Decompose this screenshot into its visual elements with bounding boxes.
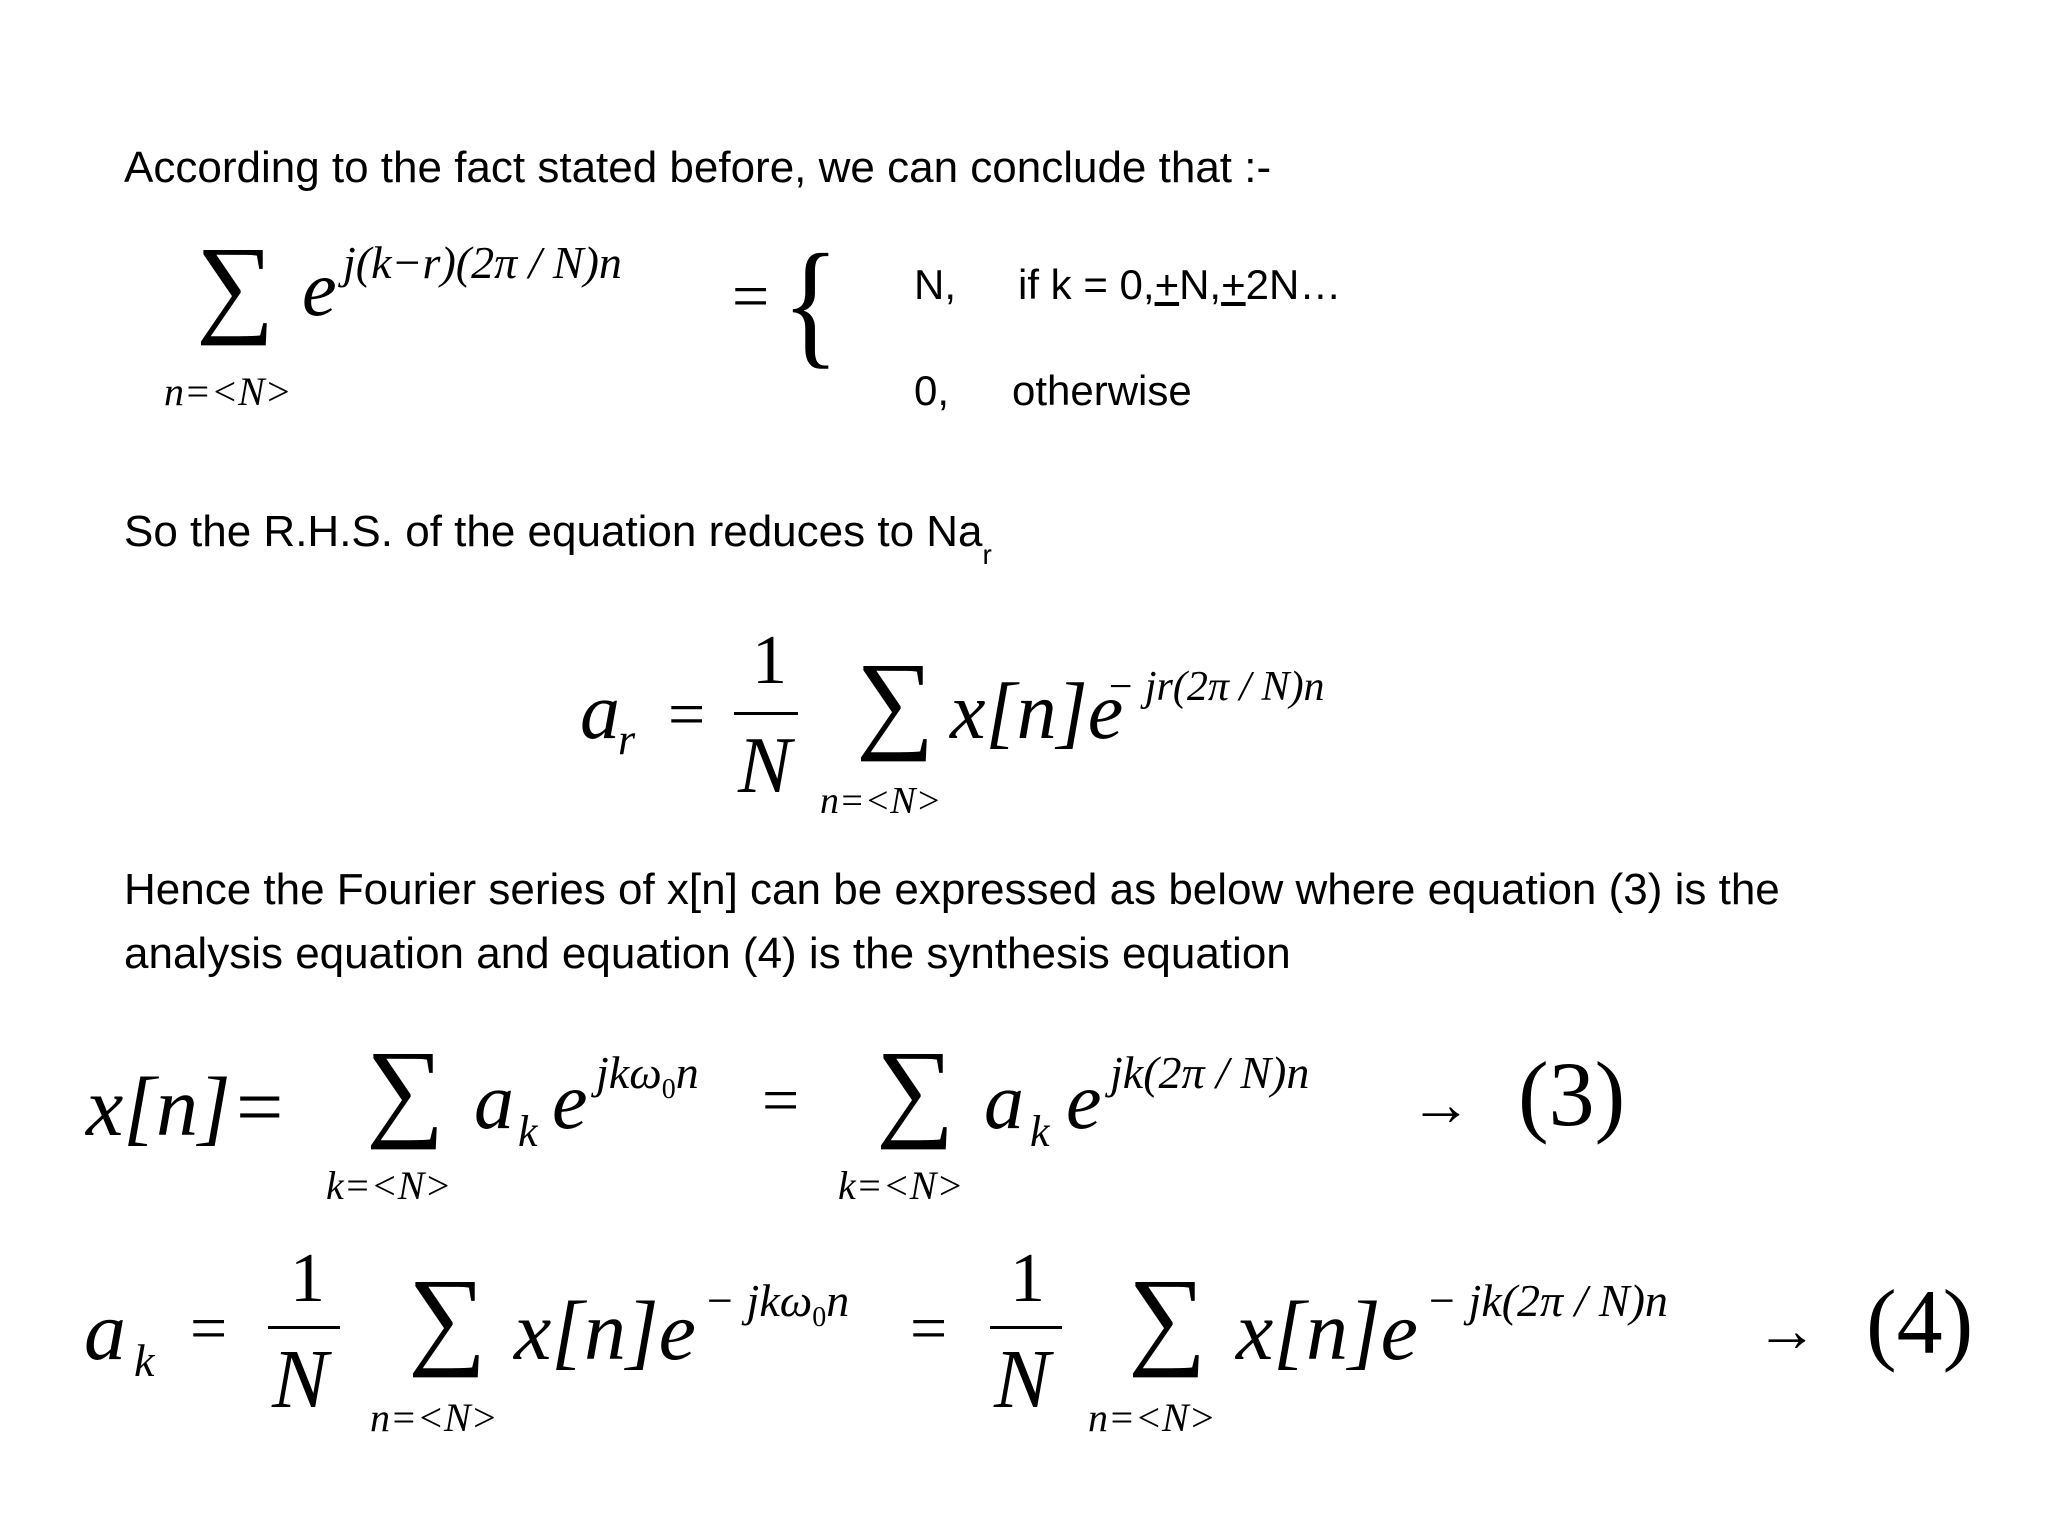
eq4-limit2: n=<N> [1088,1395,1216,1440]
exponent: j(k−r)(2π / N)n [343,237,622,288]
eq4-lhs-sub: k [134,1335,155,1386]
left-brace: { [782,226,840,381]
exp-base: e [302,245,337,332]
eq4-limit1: n=<N> [370,1395,498,1440]
ar-body: x[n]e [950,668,1124,756]
eq4-sum1: ∑ [408,1256,487,1378]
eq4-equals1: = [190,1292,228,1365]
eq3-lhs: x[n]= [86,1061,288,1154]
ar-sum-symbol: ∑ [856,640,935,762]
hence-line-2: analysis equation and equation (4) is the synthesis equation [124,929,1291,978]
eq4-sum2: ∑ [1128,1256,1207,1378]
eq4-body2: x[n]e [1236,1285,1418,1378]
ar-sum-limit: n=<N> [820,780,942,822]
sum-symbol: ∑ [196,224,275,346]
eq3-exp2: jk(2π / N)n [1110,1047,1310,1098]
eq3-equals: = [762,1064,800,1137]
equals-sign: = [732,260,770,333]
eq3-label: (3) [1518,1043,1626,1145]
ar-lhs-sub: r [618,715,636,764]
intro-text: According to the fact stated before, we can conclude that :- [124,143,1272,192]
eq4-body1: x[n]e [514,1285,696,1378]
eq4-frac2-bar [990,1326,1062,1329]
eq3-term2-e: e [1066,1058,1102,1146]
eq3-term2: a [984,1058,1024,1146]
case1-condition: if k = 0,+N,+2N… [1018,261,1342,308]
eq3-limit2: k=<N> [838,1163,964,1208]
eq4-frac2-den: N [994,1333,1051,1426]
sum-limit: n=<N> [164,369,292,414]
eq4-exp1: − jkω$_0$n [704,1275,850,1333]
ar-frac-bar [734,712,798,715]
eq3-term1-e: e [552,1058,588,1146]
case2-condition: otherwise [1012,367,1192,414]
eq3-term1-sub: k [518,1107,538,1156]
eq3-sum1: ∑ [366,1028,445,1150]
eq3-exp1: jkω$_0$n [596,1047,699,1105]
ar-lhs: a [580,668,620,756]
hence-line-1: Hence the Fourier series of x[n] can be expressed as below where equation (3) is the [124,865,1780,914]
case2-value: 0, [914,367,950,414]
eq3-arrow: → [1410,1071,1472,1139]
eq4-frac1-num: 1 [290,1240,325,1317]
eq4-frac2-num: 1 [1010,1240,1045,1317]
ar-frac-den: N [738,722,792,810]
eq3-term2-sub: k [1030,1107,1050,1156]
eq3-term1: a [474,1058,514,1146]
eq4-frac1-bar [268,1326,340,1329]
eq4-label: (4) [1866,1271,1974,1373]
eq4-exp2: − jk(2π / N)n [1426,1275,1668,1326]
eq4-arrow: → [1756,1297,1818,1365]
case1-value: N, [914,261,956,308]
ar-exponent: − jr(2π / N)n [1106,664,1325,710]
rhs-reduces-text: So the R.H.S. of the equation reduces to $Na_r$ [124,507,992,570]
eq3-limit1: k=<N> [326,1163,452,1208]
ar-frac-num: 1 [752,622,787,699]
eq4-frac1-den: N [272,1333,329,1426]
eq3-sum2: ∑ [876,1028,955,1150]
ar-equals: = [668,678,706,751]
eq4-lhs: a [84,1285,126,1378]
eq4-equals2: = [910,1292,948,1365]
